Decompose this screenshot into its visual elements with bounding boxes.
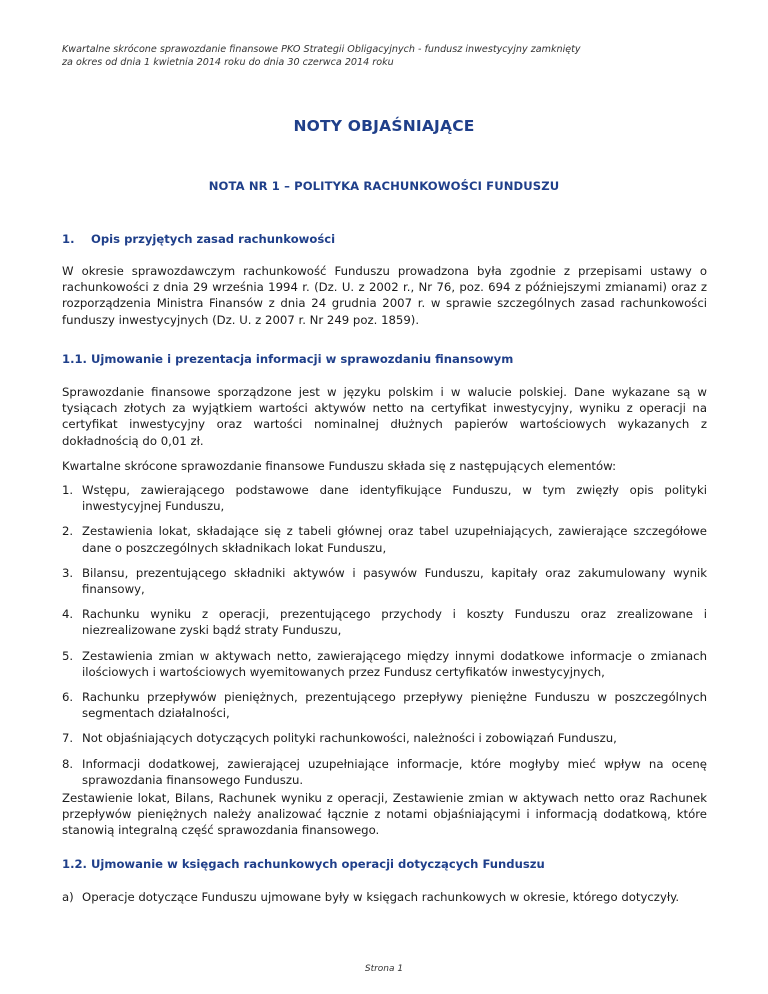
section-1-1-paragraph-2: Kwartalne skrócone sprawozdanie finansowe Funduszu składa się z następujących elementów: [62,459,617,473]
section-1-number: 1. [62,232,75,246]
list-item: 3. Bilansu, prezentującego składniki aktywów i pasywów Funduszu, kapitały oraz zakumulowany wynik finansowy, [62,565,707,597]
section-1-1-paragraph-3: Zestawienie lokat, Bilans, Rachunek wyniku z operacji, Zestawienie zmian w aktywach netto oraz Rachunek przepływów pieniężnych należy analizować łącznie z notami objaśniającymi i informacją dodatkową, które stanowią integralną część sprawozdania finansowego. [62,791,707,838]
note-title: NOTA NR 1 – POLITYKA RACHUNKOWOŚCI FUNDUSZU [208,179,560,193]
section-1-1-heading: 1.1. Ujmowanie i prezentacja informacji w sprawozdaniu finansowym [62,352,514,366]
list-item: 4. Rachunku wyniku z operacji, prezentującego przychody i koszty Funduszu oraz zrealizowane i niezrealizowane zyski bądź straty Funduszu, [62,607,707,638]
page-number: Strona 1 [364,964,404,974]
running-header-line-1: Kwartalne skrócone sprawozdanie finansowe PKO Strategii Obligacyjnych - fundusz inwestycyjny zamknięty [62,44,581,55]
operations-list [62,889,707,914]
list-item: 1. Wstępu, zawierającego podstawowe dane identyfikujące Funduszu, w tym zwięzły opis polityki inwestycyjnej Funduszu, [62,483,707,514]
list-item: 2. Zestawienia lokat, składające się z tabeli głównej oraz tabel uzupełniających, zawierające szczegółowe dane o poszczególnych składnikach lokat Funduszu, [62,524,707,555]
section-1-2-heading: 1.2. Ujmowanie w księgach rachunkowych operacji dotyczących Funduszu [62,857,545,871]
list-item: 7. Not objaśniających dotyczących polityki rachunkowości, należności i zobowiązań Funduszu, [62,731,617,746]
running-header-line-2: za okres od dnia 1 kwietnia 2014 roku do dnia 30 czerwca 2014 roku [62,57,394,68]
list-item: 8. Informacji dodatkowej, zawierającej uzupełniające informacje, które mogłyby mieć wpływ na ocenę sprawozdania finansowego Funduszu. [62,756,707,787]
page-title: NOTY OBJAŚNIAJĄCE [293,117,475,135]
section-1-1-paragraph-1: Sprawozdanie finansowe sporządzone jest w języku polskim i w walucie polskiej. Dane wykazane są w tysiącach złotych za wyjątkiem wartości aktywów netto na certyfikat inwestycyjny, wyniku z operacji na certyfikat inwestycyjny oraz wartości nominalnej dłużnych papierów wartościowych wykazanych z dokładnością do 0,01 zł. [62,385,707,448]
running-header [62,43,712,69]
list-item: a) Operacje dotyczące Funduszu ujmowane były w księgach rachunkowych w okresie, którego dotyczyły. [62,890,680,904]
list-item: 6. Rachunku przepływów pieniężnych, prezentującego przepływy pieniężne Funduszu w poszczególnych segmentach działalności, [62,690,707,721]
section-1-paragraph: W okresie sprawozdawczym rachunkowość Funduszu prowadzona była zgodnie z przepisami ustawy o rachunkowości z dnia 29 września 1994 r. (Dz. U. z 2002 r., Nr 76, poz. 694 z późniejszymi zmianami) oraz z rozporządzenia Ministra Finansów z dnia 24 grudnia 2007 r. w sprawie szczególnych zasad rachunkowości funduszy inwestycyjnych (Dz. U. z 2007 r. Nr 249 poz. 1859). [62,264,707,327]
list-item: 5. Zestawienia zmian w aktywach netto, zawierającego między innymi dodatkowe informacje o zmianach ilościowych i wartościowych wyemitowanych przez Fundusz certyfikatów inwestycyjnych, [62,648,707,679]
components-list [62,482,707,797]
section-1-heading [62,232,335,246]
section-1-label: Opis przyjętych zasad rachunkowości [91,232,336,246]
